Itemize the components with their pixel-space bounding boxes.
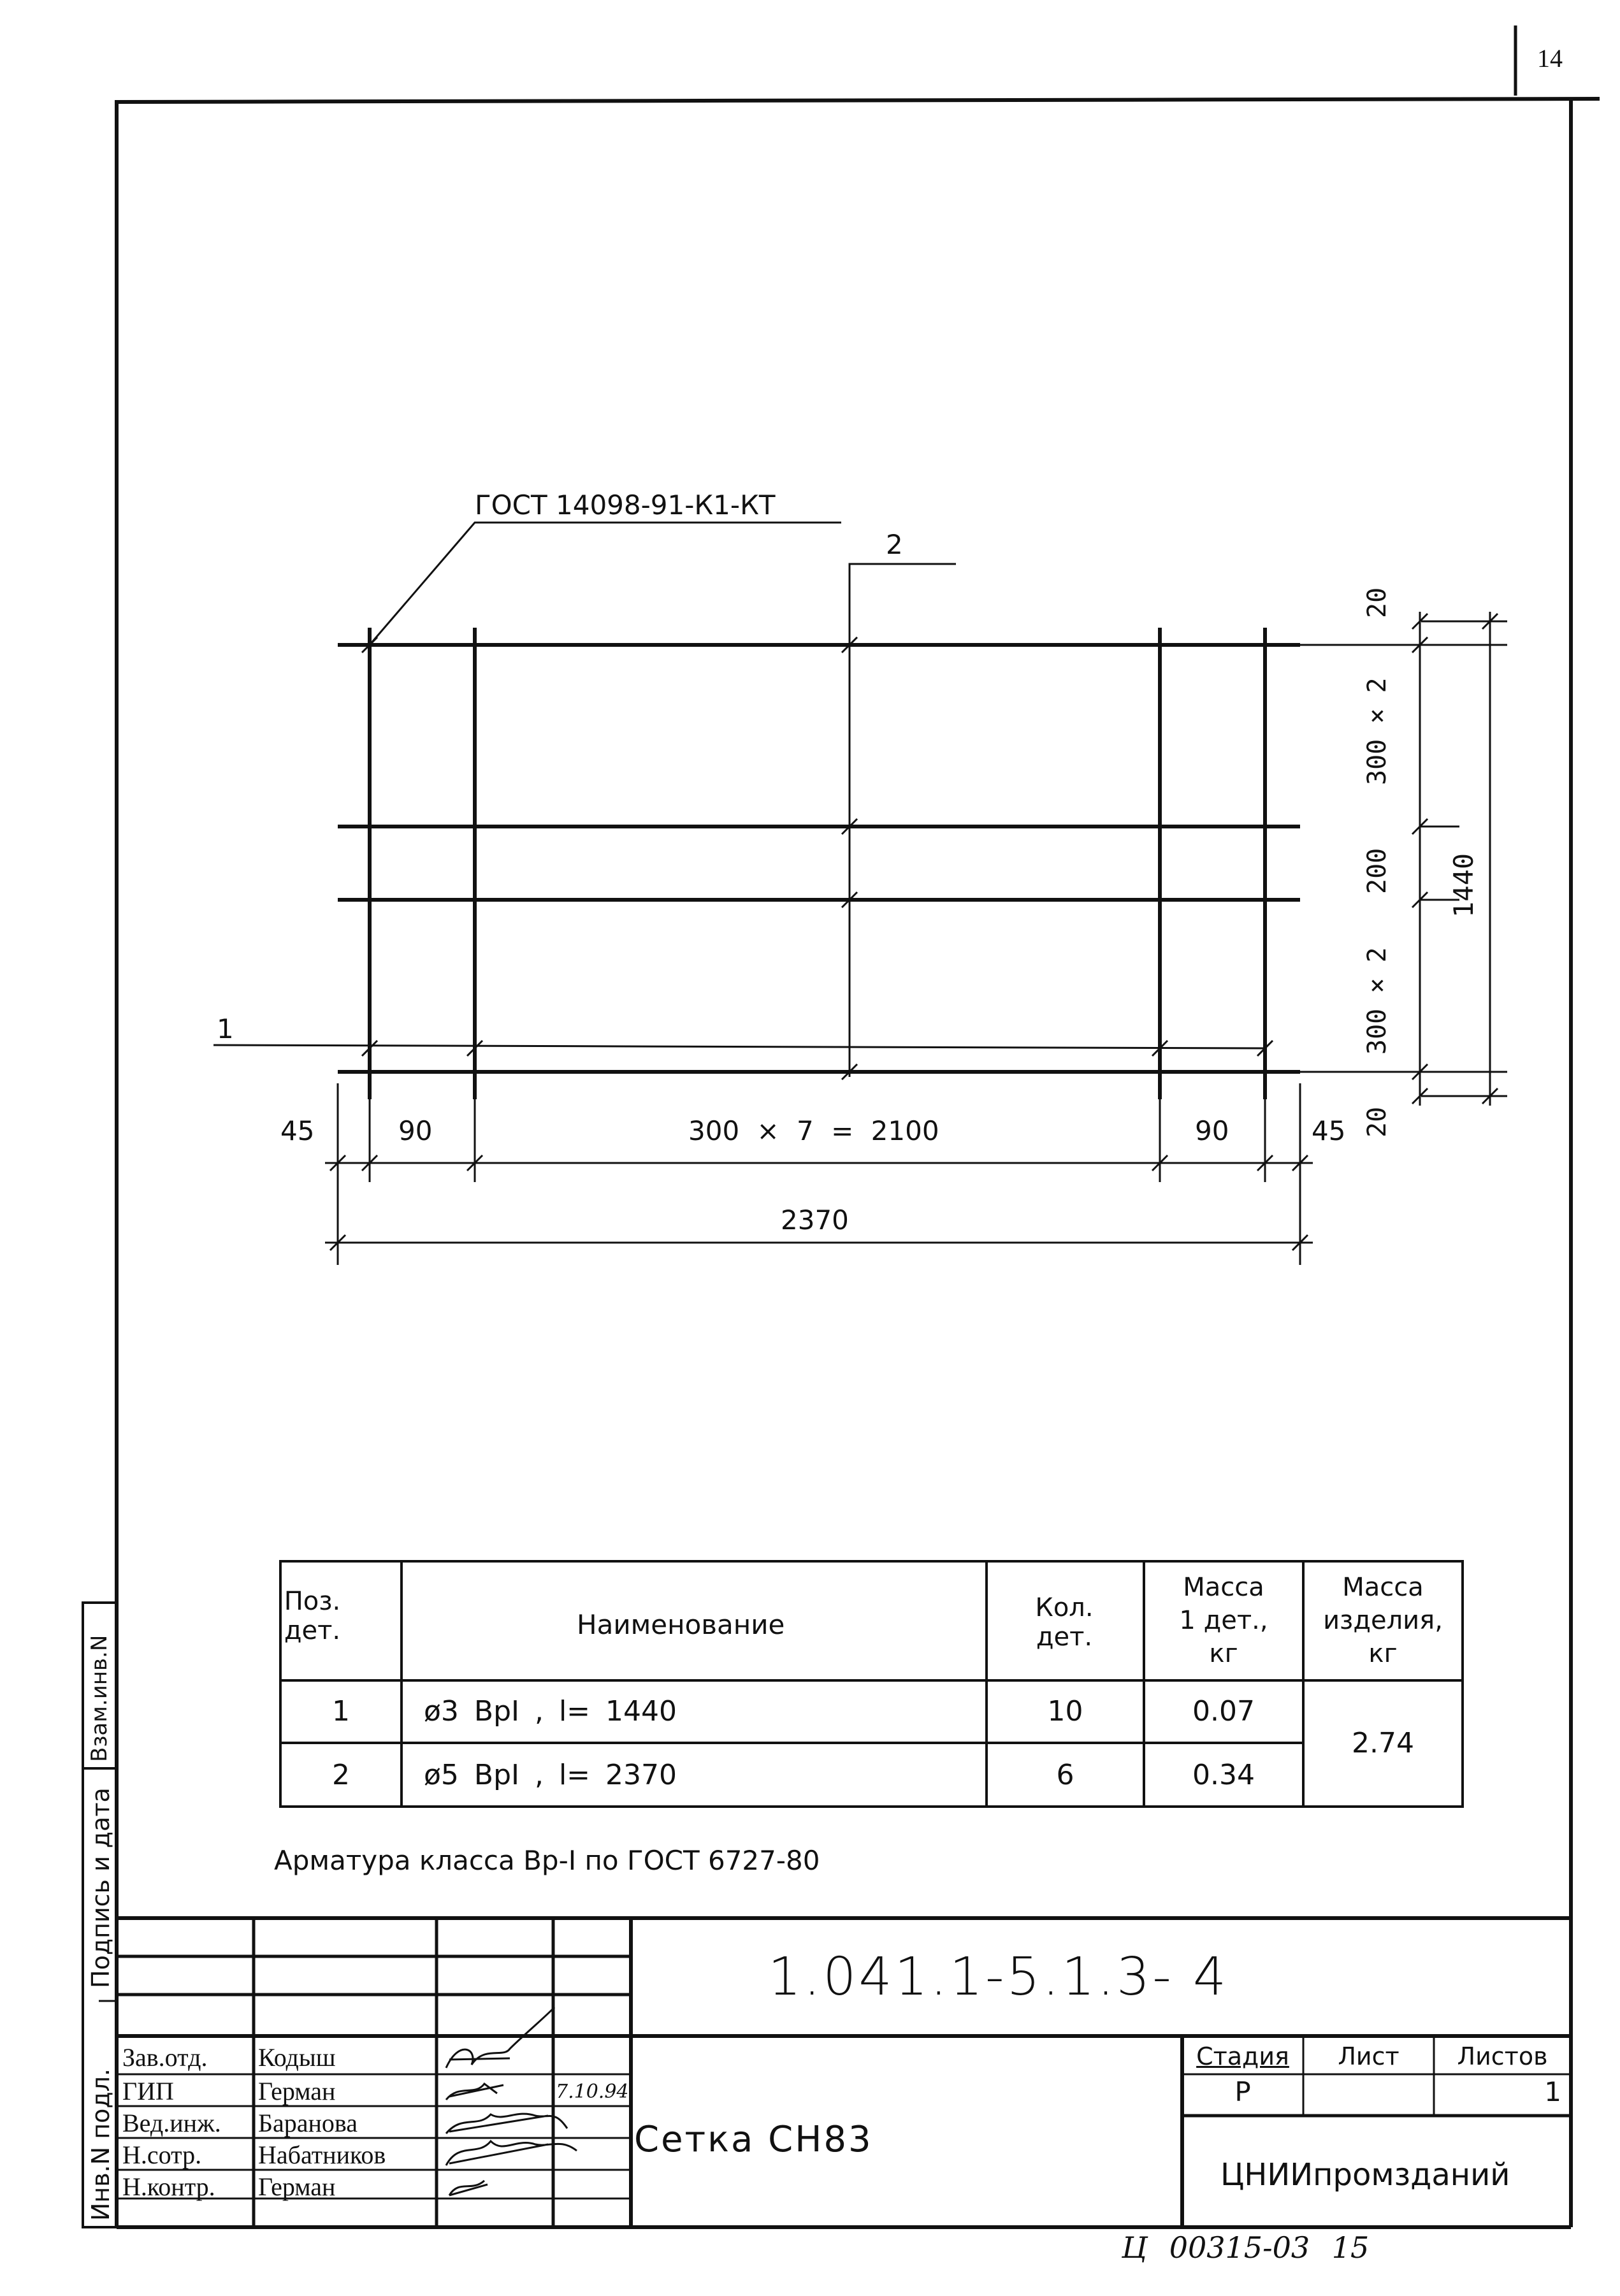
- reinforcement-note: Арматура класса Вр-I по ГОСТ 6727-80: [274, 1845, 820, 1876]
- row1-qty: 10: [1047, 1695, 1083, 1728]
- organization: ЦНИИпромзданий: [1220, 2157, 1510, 2193]
- signer-role-3: Вед.инж.: [122, 2109, 221, 2137]
- dim-right-top-edge: 20: [1363, 587, 1392, 618]
- dim-bottom-left-edge: 45: [280, 1115, 315, 1146]
- weld-ticks: [362, 637, 1273, 1079]
- dim-bottom-total: 2370: [781, 1204, 849, 1236]
- strip-podpis-data: Подпись и дата: [87, 1787, 115, 1988]
- strip-inv-podl: Инв.N подл.: [87, 2069, 115, 2221]
- page-number: 14: [1537, 44, 1563, 73]
- dim-bottom-right-edge: 45: [1312, 1115, 1346, 1146]
- signer-role-5: Н.контр.: [122, 2172, 215, 2201]
- dim-right-bottom-edge: 20: [1363, 1106, 1392, 1137]
- dim-bottom-middle: 300 × 7 = 2100: [688, 1115, 939, 1146]
- pos1-label: 1: [217, 1013, 234, 1044]
- doc-code: 1.041.1-5.1.3- 4: [768, 1947, 1229, 2007]
- dim-right-upper-span: 300 × 2: [1363, 677, 1392, 785]
- stage-label: Стадия: [1196, 2042, 1289, 2070]
- dim-bottom-right-step: 90: [1195, 1115, 1229, 1146]
- dim-right-total: 1440: [1448, 853, 1479, 918]
- signer-role-2: ГИП: [122, 2077, 174, 2105]
- signer-name-5: Герман: [258, 2172, 336, 2201]
- signer-name-1: Кодыш: [258, 2043, 336, 2072]
- bottom-dimension-lines: [325, 1083, 1313, 1265]
- mesh-horizontal-bars: [338, 645, 1300, 1072]
- dim-right-lower-span: 300 × 2: [1363, 947, 1392, 1055]
- gost-label: ГОСТ 14098-91-К1-КТ: [475, 489, 776, 521]
- signer-name-2: Герман: [258, 2077, 336, 2105]
- row1-mass: 0.07: [1192, 1695, 1255, 1728]
- sheet-label: Лист: [1338, 2042, 1399, 2070]
- row1-name: ø3 ВрI , l= 1440: [424, 1695, 677, 1728]
- archive-number: Ц 00315-03 15: [1122, 2230, 1370, 2265]
- strip-vzam-inv: Взам.инв.N: [87, 1635, 112, 1762]
- row2-qty: 6: [1056, 1759, 1074, 1791]
- row2-pos: 2: [332, 1759, 350, 1791]
- sheets-value: 1: [1544, 2076, 1561, 2107]
- row1-pos: 1: [332, 1695, 350, 1728]
- total-mass: 2.74: [1352, 1727, 1414, 1759]
- th-mass-item: Масса изделия, кг: [1323, 1573, 1443, 1668]
- signer-name-3: Баранова: [258, 2109, 358, 2137]
- pos2-label: 2: [886, 529, 903, 560]
- signer-role-4: Н.сотр.: [122, 2141, 202, 2169]
- th-qty: Кол. дет.: [1035, 1593, 1094, 1652]
- dim-right-middle: 200: [1363, 848, 1392, 894]
- row2-mass: 0.34: [1192, 1759, 1255, 1791]
- th-pos: Поз. дет.: [284, 1587, 341, 1645]
- stage-value: Р: [1234, 2076, 1251, 2107]
- row2-name: ø5 ВрI , l= 2370: [424, 1759, 677, 1791]
- mesh-vertical-bars: [370, 574, 1265, 1099]
- signer-date-2: 7.10.94: [556, 2081, 629, 2103]
- signer-name-4: Набатников: [258, 2141, 386, 2169]
- dim-bottom-left-step: 90: [398, 1115, 433, 1146]
- th-mass-one: Масса 1 дет., кг: [1179, 1573, 1268, 1668]
- drawing-title: Сетка СН83: [634, 2119, 873, 2160]
- th-name: Наименование: [577, 1609, 785, 1640]
- sheets-label: Листов: [1457, 2042, 1548, 2070]
- signer-role-1: Зав.отд.: [122, 2043, 208, 2072]
